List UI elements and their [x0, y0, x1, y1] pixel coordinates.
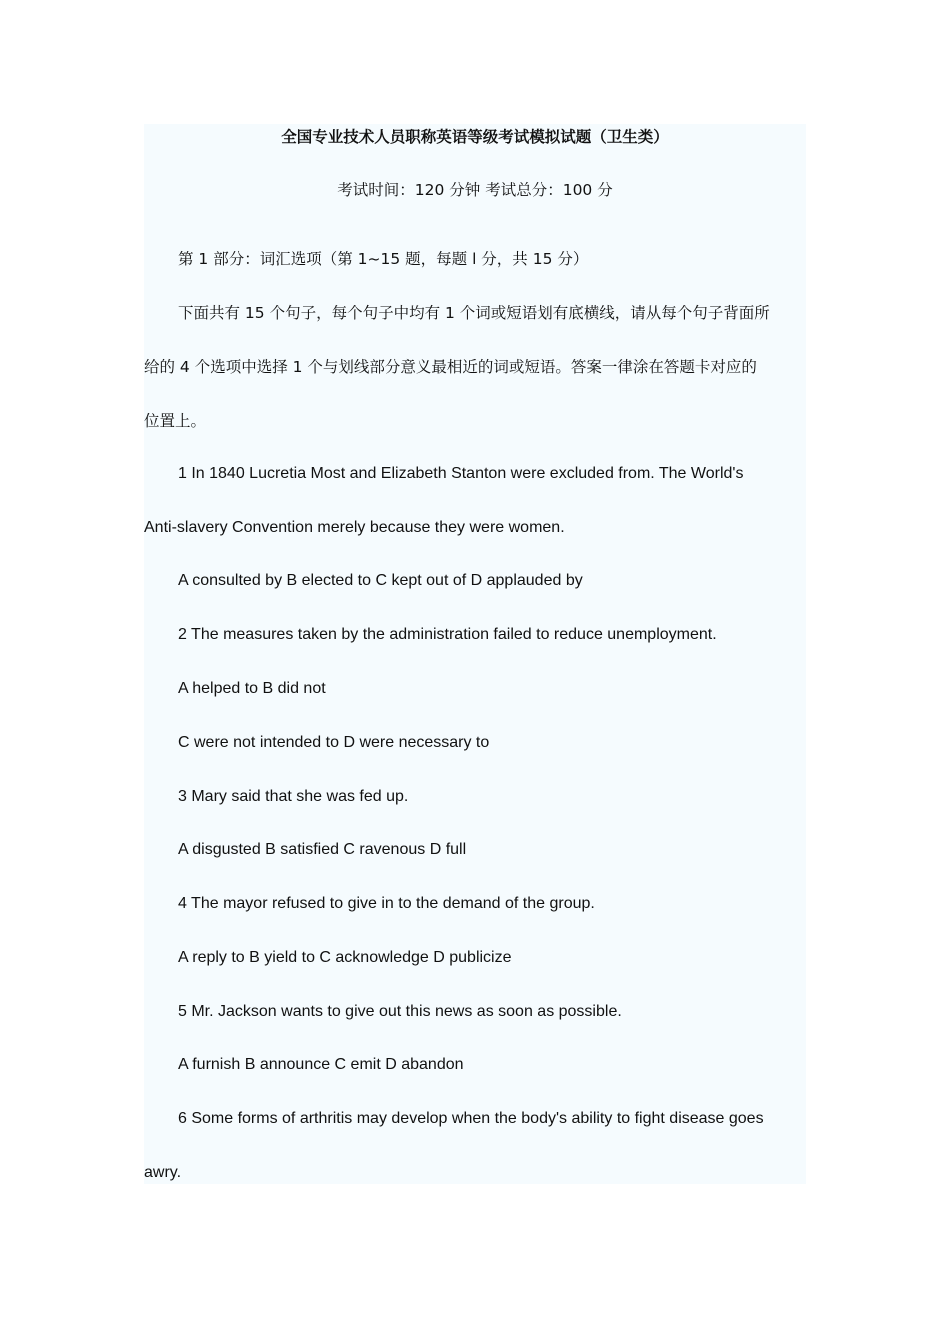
instruction-line: 给的 4 个选项中选择 1 个与划线部分意义最相近的词或短语。答案一律涂在答题卡对应的 — [144, 358, 757, 376]
question-3-options: A disgusted B satisfied C ravenous D full — [178, 841, 467, 858]
question-4-options: A reply to B yield to C acknowledge D publicize — [178, 949, 512, 966]
question-2-options: A helped to B did not — [178, 680, 326, 697]
page-title: 全国专业技术人员职称英语等级考试模拟试题（卫生类） — [281, 128, 669, 146]
question-2-options: C were not intended to D were necessary to — [178, 734, 490, 751]
section-heading: 第 1 部分：词汇选项（第 1~15 题，每题 l 分，共 15 分） — [178, 250, 589, 268]
question-5-stem: 5 Mr. Jackson wants to give out this news as soon as possible. — [178, 1003, 622, 1020]
content-background — [144, 124, 806, 1184]
instruction-line: 下面共有 15 个句子，每个句子中均有 1 个词或短语划有底横线，请从每个句子背面所 — [178, 304, 770, 322]
question-6-stem-continued: awry. — [144, 1164, 182, 1181]
question-6-stem: 6 Some forms of arthritis may develop when the body's ability to fight disease goes — [178, 1110, 764, 1127]
question-1-stem-continued: Anti-slavery Convention merely because they were women. — [144, 519, 565, 536]
question-4-stem: 4 The mayor refused to give in to the demand of the group. — [178, 895, 595, 912]
question-1-options: A consulted by B elected to C kept out of D applauded by — [178, 572, 583, 589]
instruction-line: 位置上。 — [144, 412, 207, 430]
question-5-options: A furnish B announce C emit D abandon — [178, 1056, 464, 1073]
question-3-stem: 3 Mary said that she was fed up. — [178, 788, 409, 805]
question-2-stem: 2 The measures taken by the administration failed to reduce unemployment. — [178, 626, 717, 643]
question-1-stem: 1 In 1840 Lucretia Most and Elizabeth Stanton were excluded from. The World's — [178, 465, 744, 482]
exam-info: 考试时间：120 分钟 考试总分：100 分 — [337, 181, 613, 199]
